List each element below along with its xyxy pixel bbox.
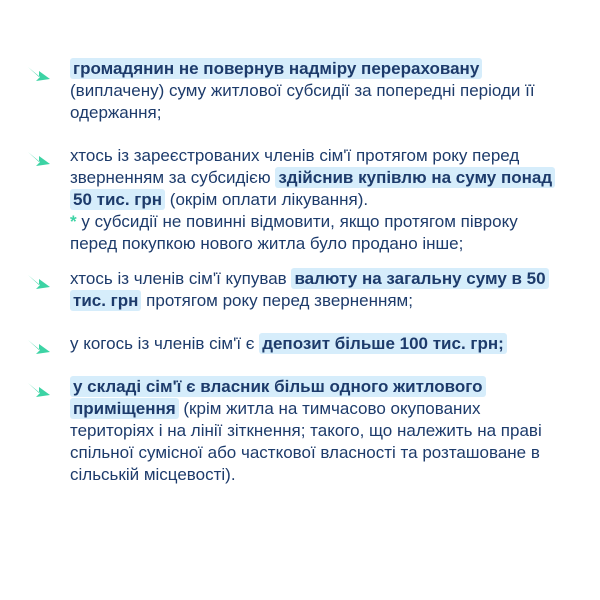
item-text-rest: (виплачену) суму житлової субсидії за попередні періоди її одержання; xyxy=(70,81,535,122)
item-text-post: (окрім оплати лікування). xyxy=(169,190,369,209)
item-note: у субсидії не повинні відмовити, якщо протягом півроку перед покупкою нового житла було продано інше; xyxy=(70,212,518,253)
item-text-post: (крім житла на тимчасово окупованих територіях і на лінії зіткнення; такого, що належить на праві спільної сумісної або часткової власності та розташоване в сільській місцевості). xyxy=(70,399,542,484)
arrow-icon xyxy=(26,272,52,290)
item-text-pre: хтось із членів сім'ї купував xyxy=(70,269,287,288)
item-text xyxy=(70,333,560,355)
highlighted-text: валюту на загальну суму в 50 тис. грн xyxy=(70,268,549,311)
arrow-icon xyxy=(26,149,52,167)
item-text-pre: хтось із зареєстрованих членів сім'ї протягом року перед зверненням за субсидією xyxy=(70,146,520,187)
item-text xyxy=(70,145,560,255)
arrow-icon xyxy=(26,64,52,82)
highlighted-text: депозит більше 100 тис. грн; xyxy=(259,333,507,354)
highlighted-text: громадянин не повернув надміру перераховану xyxy=(70,58,482,79)
asterisk-note-mark: * xyxy=(70,212,77,231)
highlighted-text: здійснив купівлю на суму понад 50 тис. грн xyxy=(70,167,555,210)
item-text-post: протягом року перед зверненням; xyxy=(146,291,413,310)
item-text xyxy=(70,58,560,124)
item-text-pre: у когось із членів сім'ї є xyxy=(70,334,255,353)
item-text xyxy=(70,376,560,486)
arrow-icon xyxy=(26,380,52,398)
item-text xyxy=(70,268,560,312)
highlighted-text: у складі сім'ї є власник більш одного житлового приміщення xyxy=(70,376,486,419)
arrow-icon xyxy=(26,337,52,355)
